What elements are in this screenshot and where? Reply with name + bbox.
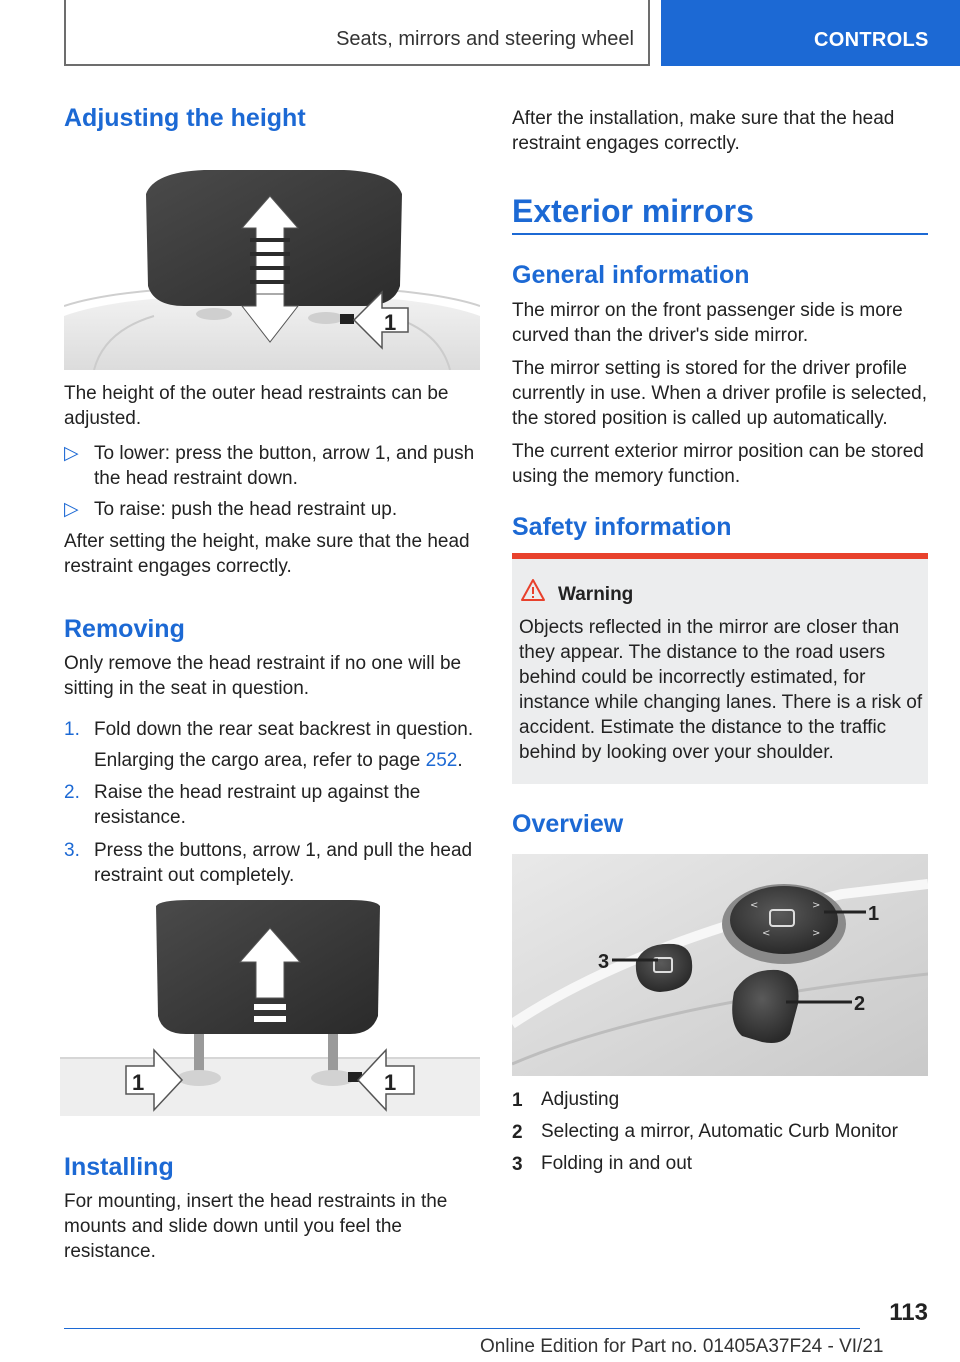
head-restraint-removal-figure: [60, 898, 480, 1116]
svg-text:>: >: [812, 928, 821, 939]
mirror-controls-figure: [512, 854, 928, 1076]
bullet-item-lower: To lower: press the button, arrow 1, and push the head restraint down.: [94, 443, 475, 489]
warning-triangle-icon: [520, 578, 546, 607]
overview-callout-1: 1: [868, 903, 880, 925]
bullet-marker: ▷: [64, 499, 79, 520]
installing-para: For mounting, insert the head restraints in the mounts and slide down until you feel the resistance.: [64, 1191, 448, 1262]
heading-exterior-mirrors: Exterior mirrors: [512, 193, 754, 229]
step-1-reference: Enlarging the cargo area, refer to page 252.: [94, 750, 463, 771]
heading-safety-information: Safety information: [512, 513, 732, 541]
overview-callout-3: 3: [598, 951, 610, 973]
overview-callout-2: 2: [854, 993, 866, 1015]
svg-text:>: >: [812, 900, 821, 911]
installing-after-para: After the installation, make sure that the head restraint engages correctly.: [512, 108, 895, 154]
heading-general-information: General information: [512, 261, 750, 289]
chapter-tab-label: CONTROLS: [814, 29, 929, 51]
legend-number: 1: [512, 1090, 523, 1111]
page-number: 113: [889, 1299, 928, 1326]
heading-overview: Overview: [512, 810, 624, 838]
step-1-text: Fold down the rear seat backrest in question.: [94, 719, 474, 740]
general-para-3: The current exterior mirror position can be stored using the memory function.: [512, 441, 924, 487]
adjust-height-after: After setting the height, make sure that the head restraint engages correctly.: [64, 531, 470, 577]
heading-installing: Installing: [64, 1153, 174, 1181]
step-3-text: Press the buttons, arrow 1, and pull the head restraint out completely.: [94, 840, 473, 886]
legend-number: 2: [512, 1122, 523, 1143]
footer-rule: [64, 1328, 860, 1329]
legend-item-folding: Folding in and out: [541, 1153, 693, 1174]
header-divider: [648, 0, 650, 66]
general-para-1: The mirror on the front passenger side is more curved than the driver's side mirror.: [512, 300, 903, 346]
legend-item-adjusting: Adjusting: [541, 1089, 620, 1110]
heading-adjusting-height: Adjusting the height: [64, 104, 306, 132]
step-number: 3.: [64, 840, 80, 861]
page-link-252[interactable]: 252: [425, 750, 458, 771]
svg-text:<: <: [750, 900, 759, 911]
bullet-item-raise: To raise: push the head restraint up.: [94, 499, 398, 520]
heading-rule: [512, 233, 928, 235]
step-number: 2.: [64, 782, 80, 803]
heading-removing: Removing: [64, 615, 185, 643]
section-title: Seats, mirrors and steering wheel: [336, 28, 634, 50]
footer-edition: Online Edition for Part no. 01405A37F24 - VI/21: [480, 1336, 884, 1357]
figure2-callout-left: 1: [132, 1070, 145, 1095]
figure1-callout-1: 1: [384, 310, 397, 335]
general-para-2: The mirror setting is stored for the driver profile currently in use. When a driver profile is selected, the stored position is called up automatically.: [512, 358, 928, 429]
legend-number: 3: [512, 1154, 523, 1175]
step-number: 1.: [64, 719, 80, 740]
adjust-height-para: The height of the outer head restraints can be adjusted.: [64, 383, 449, 429]
legend-item-selecting: Selecting a mirror, Automatic Curb Monitor: [541, 1121, 898, 1142]
head-restraint-height-figure: [64, 166, 480, 370]
warning-label: Warning: [558, 584, 634, 605]
warning-text: Objects reflected in the mirror are closer than they appear. The distance to the road users behind could be incorrectly estimated, for instance while changing lanes. There is a risk of accident. Estimate the distance to the traffic behind by looking over your shoulder.: [519, 617, 923, 763]
svg-text:<: <: [762, 928, 771, 939]
removing-para: Only remove the head restraint if no one will be sitting in the seat in question.: [64, 653, 462, 699]
figure2-callout-right: 1: [384, 1070, 397, 1095]
bullet-marker: ▷: [64, 443, 79, 464]
step-2-text: Raise the head restraint up against the resistance.: [94, 782, 421, 828]
